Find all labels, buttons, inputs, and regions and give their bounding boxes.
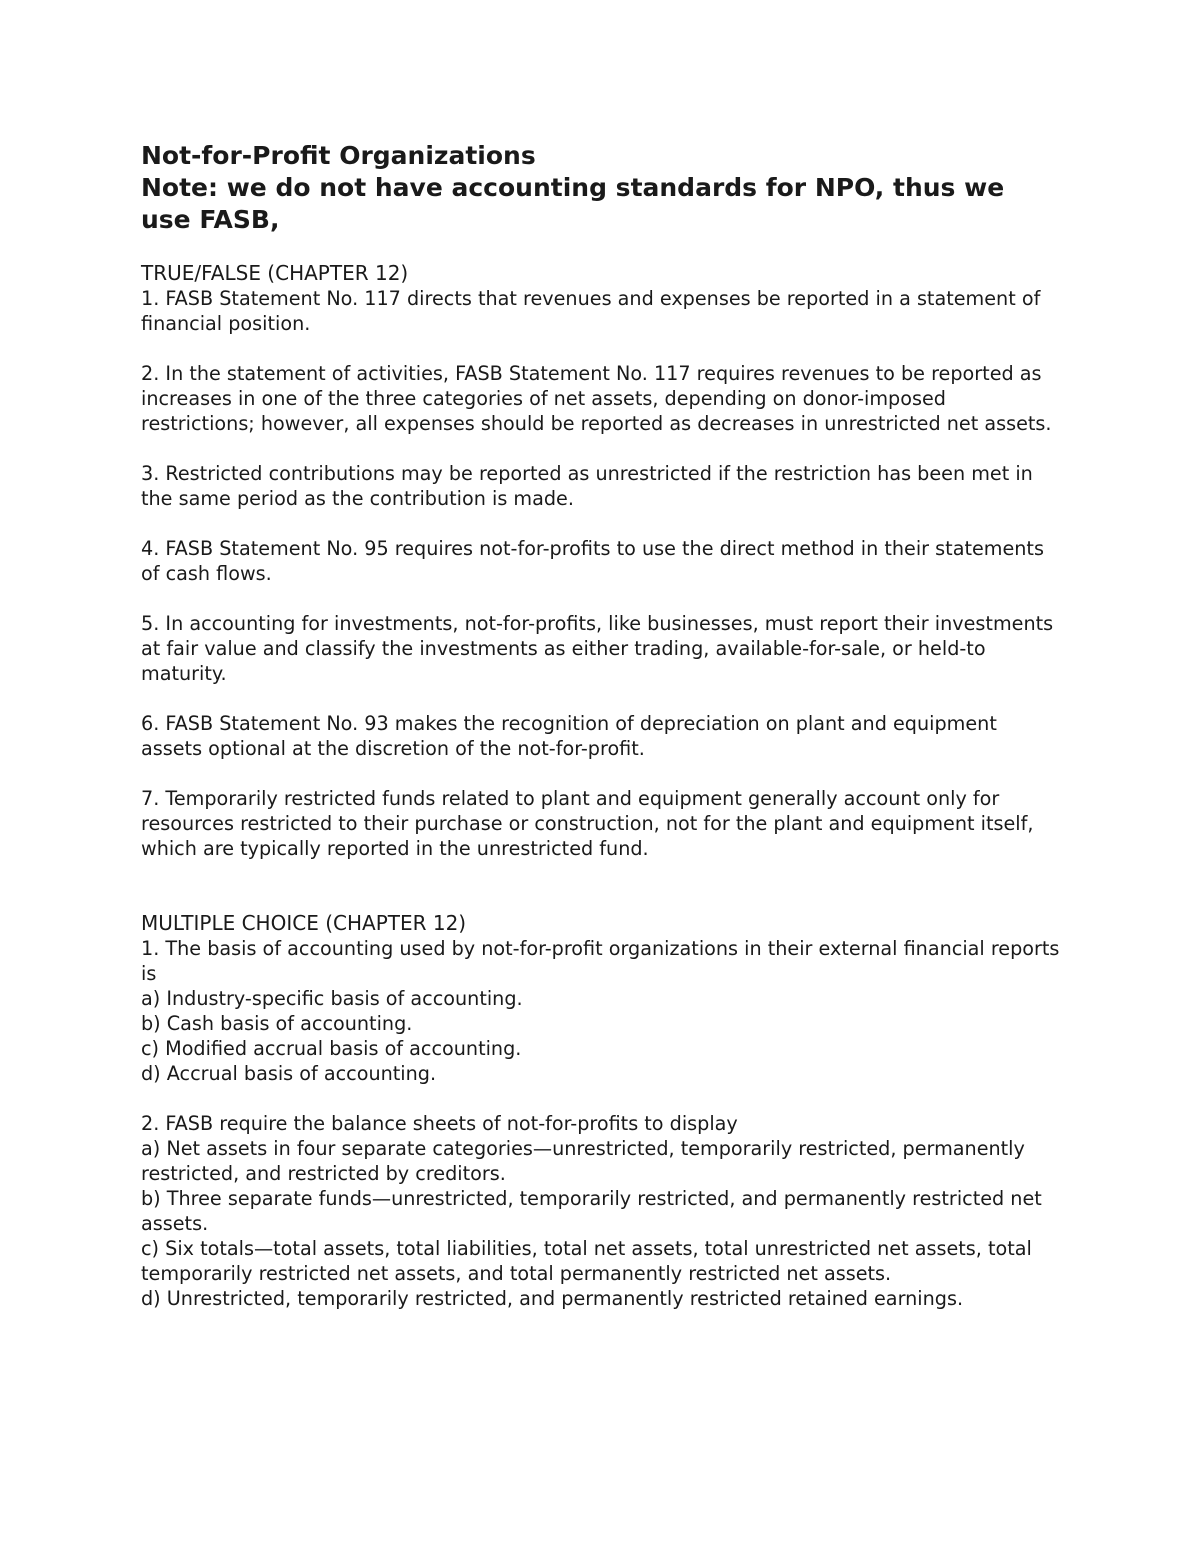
mc-question-2: 2. FASB require the balance sheets of not-for-profits to display [141,1112,738,1135]
true-false-item-4: 4. FASB Statement No. 95 requires not-for-profits to use the direct method in their statements of cash flows. [141,537,1044,585]
document-page [141,140,1061,1311]
mc-question-2-option-b: b) Three separate funds—unrestricted, temporarily restricted, and permanently restricted net assets. [141,1187,1042,1235]
mc-question-1: 1. The basis of accounting used by not-for-profit organizations in their external financial reports is [141,937,1060,985]
mc-question-2-option-a: a) Net assets in four separate categories—unrestricted, temporarily restricted, permanently restricted, and restricted by creditors. [141,1137,1025,1185]
spacer [141,761,1061,786]
document-note: Note: we do not have accounting standards for NPO, thus we use FASB, [141,173,1005,234]
spacer [141,236,1061,261]
mc-question-2-option-c: c) Six totals—total assets, total liabilities, total net assets, total unrestricted net assets, total temporarily restricted net assets, and total permanently restricted net assets. [141,1237,1032,1285]
true-false-item-2: 2. In the statement of activities, FASB Statement No. 117 requires revenues to be reported as increases in one of the three categories of net assets, depending on donor-imposed restrictions; however, all expenses should be reported as decreases in unrestricted net assets. [141,362,1052,435]
true-false-item-1: 1. FASB Statement No. 117 directs that revenues and expenses be reported in a statement of financial position. [141,287,1041,335]
spacer [141,686,1061,711]
mc-question-1-option-a: a) Industry-specific basis of accounting. [141,987,523,1010]
spacer [141,1086,1061,1111]
mc-question-1-option-b: b) Cash basis of accounting. [141,1012,413,1035]
true-false-heading: TRUE/FALSE (CHAPTER 12) [141,261,409,285]
true-false-item-6: 6. FASB Statement No. 93 makes the recognition of depreciation on plant and equipment assets optional at the discretion of the not-for-profit. [141,712,997,760]
spacer [141,861,1061,911]
spacer [141,336,1061,361]
mc-question-1-option-d: d) Accrual basis of accounting. [141,1062,437,1085]
spacer [141,436,1061,461]
spacer [141,586,1061,611]
mc-question-1-option-c: c) Modified accrual basis of accounting. [141,1037,522,1060]
mc-question-2-option-d: d) Unrestricted, temporarily restricted, and permanently restricted retained earnings. [141,1287,964,1310]
true-false-item-3: 3. Restricted contributions may be reported as unrestricted if the restriction has been met in the same period as the contribution is made. [141,462,1033,510]
multiple-choice-heading: MULTIPLE CHOICE (CHAPTER 12) [141,911,467,935]
true-false-item-7: 7. Temporarily restricted funds related to plant and equipment generally account only for resources restricted to their purchase or construction, not for the plant and equipment itself, which are typically reported in the unrestricted fund. [141,787,1034,860]
spacer [141,511,1061,536]
true-false-item-5: 5. In accounting for investments, not-for-profits, like businesses, must report their investments at fair value and classify the investments as either trading, available-for-sale, or held-to maturity. [141,612,1054,685]
document-title: Not-for-Profit Organizations [141,141,536,170]
